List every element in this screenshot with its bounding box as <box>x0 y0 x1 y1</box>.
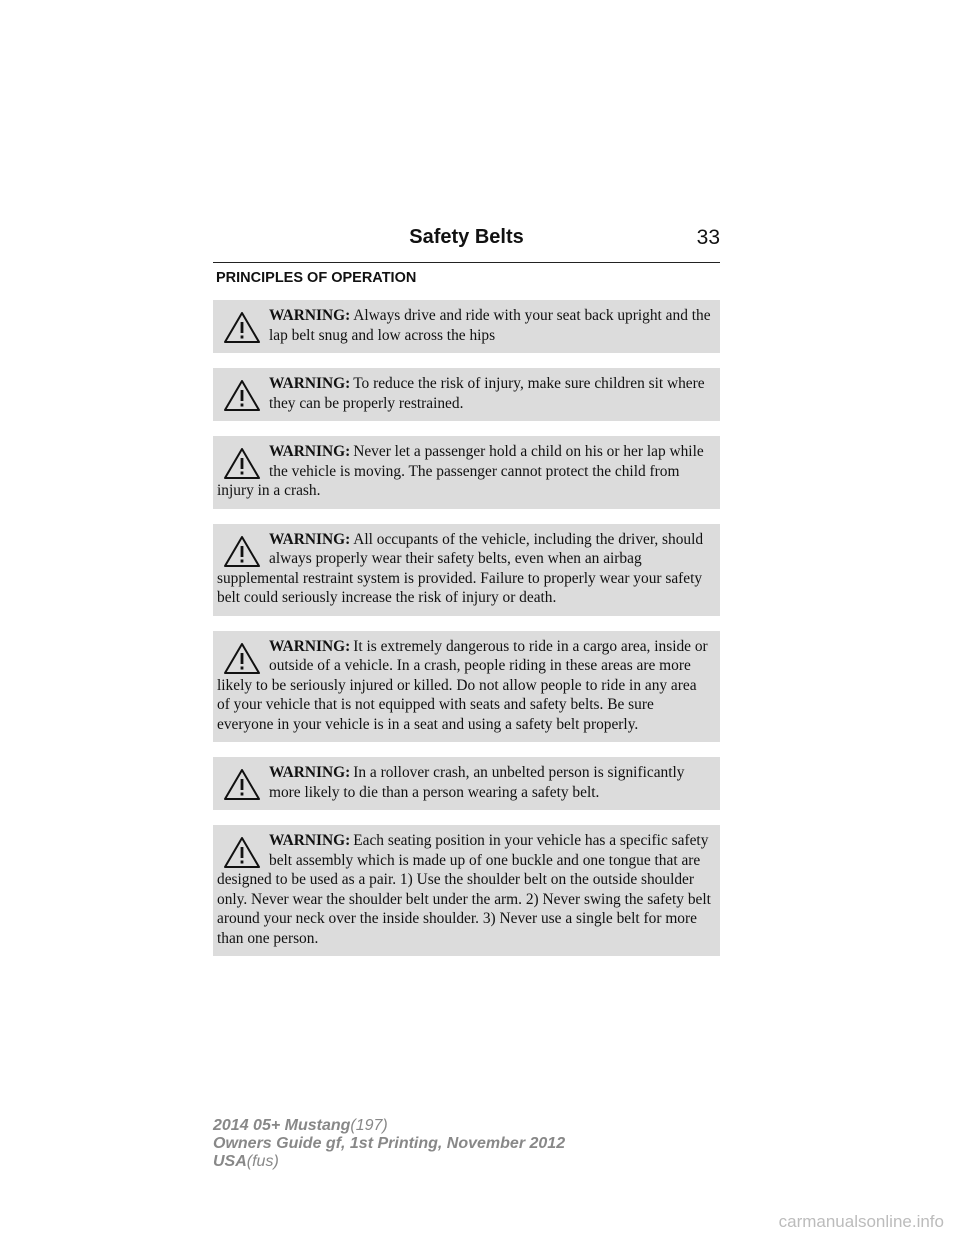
warning-triangle-icon <box>223 535 261 569</box>
watermark-link[interactable]: carmanualsonline.info <box>778 1212 944 1231</box>
footer-code: (197) <box>350 1117 388 1134</box>
footer-line <box>213 1117 565 1135</box>
warnings-list <box>213 300 720 971</box>
warning-triangle-icon <box>223 768 261 802</box>
warning-text: In a rollover crash, an unbelted person is significantly more likely to die than a person wearing a safety belt. <box>269 764 685 801</box>
warning-label: WARNING: <box>269 443 351 460</box>
warning-triangle-icon <box>223 642 261 676</box>
warning-label: WARNING: <box>269 307 351 324</box>
warning-text: It is extremely dangerous to ride in a cargo area, inside or outside of a vehicle. In a crash, people riding in these areas are more likely to be seriously injured or killed. Do not allow people to ride in any area of your vehicle that is not equipped with seats and safety belts. Be sure everyone in your vehicle is in a seat and using a safety belt properly. <box>217 637 708 733</box>
warning-triangle-icon <box>223 379 261 413</box>
warning-text: All occupants of the vehicle, including the driver, should always properly wear their safety belts, even when an airbag supplemental restraint system is provided. Failure to properly wear your safety belt could seriously increase the risk of injury or death. <box>217 530 704 606</box>
warning-triangle-icon <box>223 311 261 345</box>
warning-box <box>213 825 720 956</box>
warning-box <box>213 300 720 353</box>
warning-label: WARNING: <box>269 530 351 548</box>
warning-label: WARNING: <box>269 637 351 655</box>
footer-line <box>213 1153 565 1171</box>
warning-box <box>213 368 720 421</box>
warning-label: WARNING: <box>269 764 351 781</box>
footer-region: USA <box>213 1153 247 1170</box>
warning-text: To reduce the risk of injury, make sure children sit where they can be properly restrained. <box>269 375 705 412</box>
warning-text: Never let a passenger hold a child on his or her lap while the vehicle is moving. The passenger cannot protect the child from injury in a crash. <box>217 443 704 499</box>
warning-box <box>213 757 720 810</box>
footer-region-code: (fus) <box>246 1153 279 1170</box>
page-title: Safety Belts <box>409 226 524 248</box>
warning-text: Always drive and ride with your seat back upright and the lap belt snug and low across the hips <box>269 307 711 344</box>
warning-triangle-icon <box>223 447 261 481</box>
warning-text: Each seating position in your vehicle has a specific safety belt assembly which is made up of one buckle and one tongue that are designed to be used as a pair. 1) Use the shoulder belt on the outside shoulder only. Never wear the shoulder belt under the arm. 2) Never swing the safety belt around your neck over the inside shoulder. 3) Never use a single belt for more than one person. <box>217 832 711 947</box>
page-header <box>213 226 720 263</box>
footer-edition: Owners Guide gf, 1st Printing, November 2012 <box>213 1135 566 1152</box>
print-footer <box>213 1117 565 1171</box>
warning-box <box>213 436 720 509</box>
section-heading: PRINCIPLES OF OPERATION <box>216 270 417 286</box>
warning-box <box>213 524 720 616</box>
warning-box <box>213 631 720 743</box>
warning-label: WARNING: <box>269 832 351 849</box>
footer-model: 2014 05+ Mustang <box>213 1117 351 1134</box>
warning-triangle-icon <box>223 836 261 870</box>
page-number: 33 <box>696 226 720 249</box>
warning-label: WARNING: <box>269 375 351 392</box>
